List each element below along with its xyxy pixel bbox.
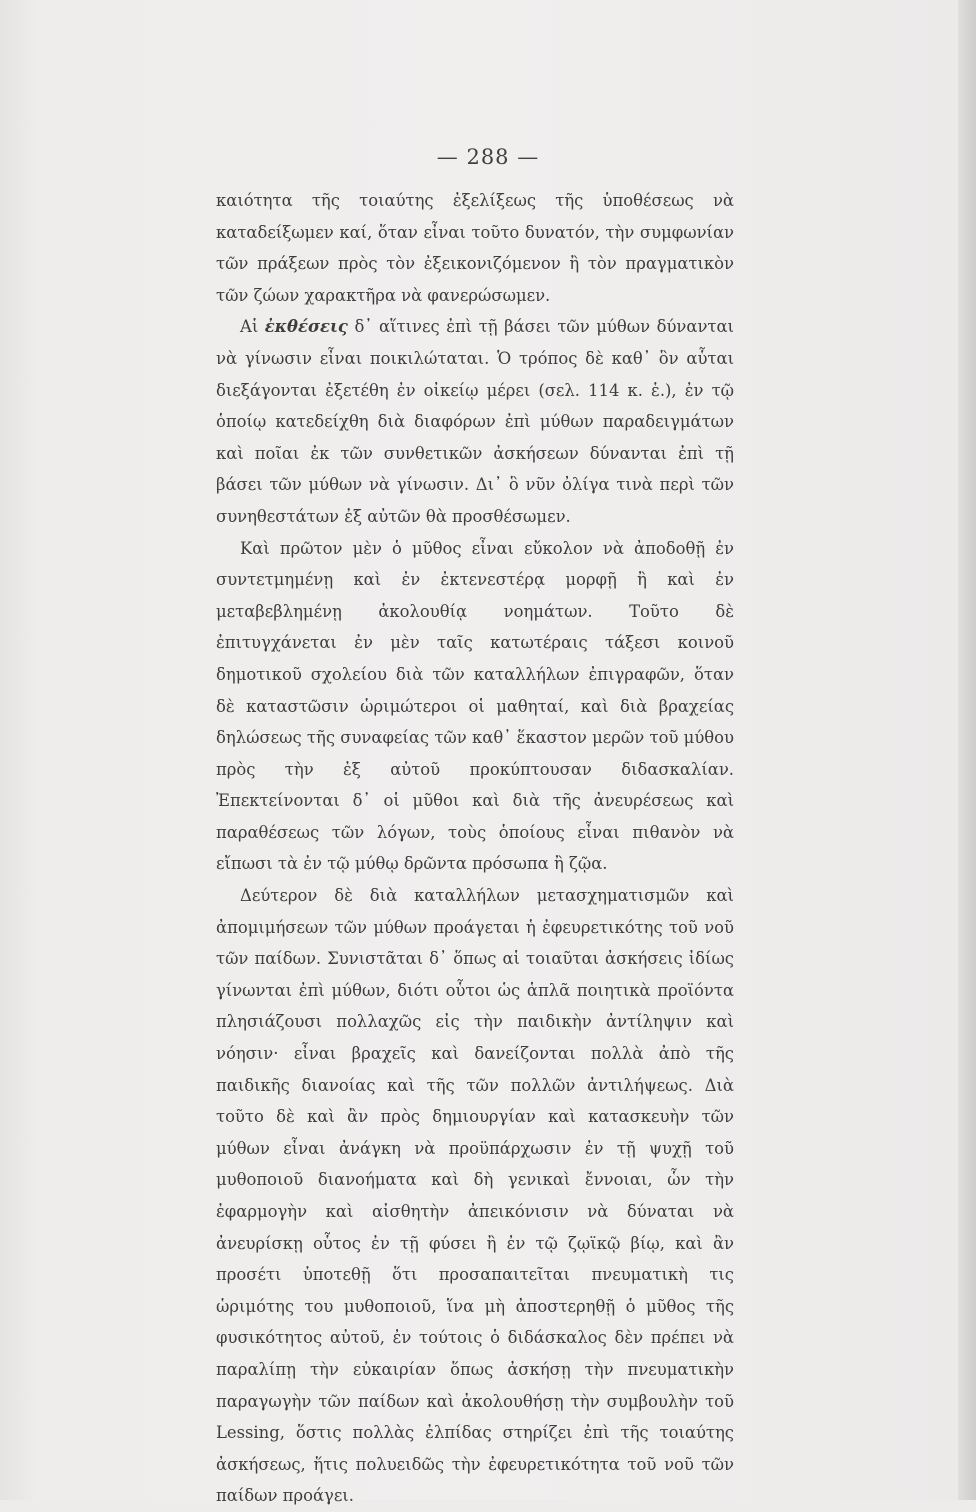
paragraph: [216, 185, 734, 311]
emphasized-term: ἐκθέσεις: [264, 317, 348, 337]
paragraph-text: δ᾽ αἵτινες ἐπὶ τῇ βάσει τῶν μύθων δύνανται νὰ γίνωσιν εἶναι ποικιλώταται. Ὁ τρόπος δὲ καθ᾽ ὃν αὗται διεξάγονται ἐξετέθη ἐν οἰκείῳ μέρει (σελ. 114 κ. ἑ.), ἐν τῷ ὁποίῳ κατεδείχθη διὰ διαφόρων ἐπὶ μύθων παραδειγμάτων καὶ ποῖαι ἐκ τῶν συνθετικῶν ἀσκήσεων δύνανται ἐπὶ τῇ βάσει τῶν μύθων νὰ γίνωσιν. Δι᾽ ὃ νῦν ὀλίγα τινὰ περὶ τῶν συνηθεστάτων ἐξ αὐτῶν θὰ προσθέσωμεν.: [216, 317, 734, 526]
page-binding-edge: [958, 0, 976, 1500]
paragraph-text: καιότητα τῆς τοιαύτης ἐξελίξεως τῆς ὑποθέσεως νὰ καταδείξωμεν καί, ὅταν εἶναι τοῦτο δυνατόν, τὴν συμφωνίαν τῶν πράξεων πρὸς τὸν ἐξεικονιζόμενον ἢ τὸν πραγματικὸν τῶν ζώων χαρακτῆρα νὰ φανερώσωμεν.: [216, 191, 734, 305]
body-text: [216, 185, 734, 1512]
paragraph: [216, 880, 734, 1512]
paragraph-text: Αἱ: [240, 317, 265, 337]
paragraph: [216, 311, 734, 532]
page-number: — 288 —: [436, 145, 540, 169]
paragraph-text: Καὶ πρῶτον μὲν ὁ μῦθος εἶναι εὔκολον νὰ ἀποδοθῇ ἐν συντετμημένῃ καὶ ἐν ἐκτενεστέρᾳ μορφῇ ἢ καὶ ἐν μεταβεβλημένῃ ἀκολουθίᾳ νοημάτων. Τοῦτο δὲ ἐπιτυγχάνεται ἐν μὲν ταῖς κατωτέραις τάξεσι κοινοῦ δημοτικοῦ σχολείου διὰ τῶν καταλλήλων ἐπιγραφῶν, ὅταν δὲ καταστῶσιν ὡριμώτεροι οἱ μαθηταί, καὶ διὰ βραχείας δηλώσεως τῆς συναφείας τῶν καθ᾽ ἕκαστον μερῶν τοῦ μύθου πρὸς τὴν ἐξ αὐτοῦ προκύπτουσαν διδασκαλίαν. Ἐπεκτείνονται δ᾽ οἱ μῦθοι καὶ διὰ τῆς ἀνευρέσεως καὶ παραθέσεως τῶν λόγων, τοὺς ὁποίους εἶναι πιθανὸν νὰ εἴπωσι τὰ ἐν τῷ μύθῳ δρῶντα πρόσωπα ἢ ζῷα.: [216, 538, 734, 874]
paragraph-text: Δεύτερον δὲ διὰ καταλλήλων μετασχηματισμῶν καὶ ἀπομιμήσεων τῶν μύθων προάγεται ἡ ἐφευρετικότης τοῦ νοῦ τῶν παίδων. Συνιστᾶται δ᾽ ὅπως αἱ τοιαῦται ἀσκήσεις ἰδίως γίνωνται ἐπὶ μύθων, διότι οὗτοι ὡς ἁπλᾶ ποιητικὰ προϊόντα πλησιάζουσι πολλαχῶς εἰς τὴν παιδικὴν ἀντίληψιν καὶ νόησιν· εἶναι βραχεῖς καὶ δανείζονται πολλὰ ἀπὸ τῆς παιδικῆς διανοίας καὶ τῆς τῶν πολλῶν ἀντιλήψεως. Διὰ τοῦτο δὲ καὶ ἂν πρὸς δημιουργίαν καὶ κατασκευὴν τῶν μύθων εἶναι ἀνάγκη νὰ προϋπάρχωσιν ἐν τῇ ψυχῇ τοῦ μυθοποιοῦ διανοήματα καὶ δὴ γενικαὶ ἔννοιαι, ὧν τὴν ἐφαρμογὴν καὶ αἰσθητὴν ἀπεικόνισιν νὰ δύναται νὰ ἀνευρίσκῃ οὗτος ἐν τῇ φύσει ἢ ἐν τῷ ζῳϊκῷ βίῳ, καὶ ἂν προσέτι ὑποτεθῇ ὅτι προσαπαιτεῖται πνευματικὴ τις ὡριμότης του μυθοποιοῦ, ἵνα μὴ ἀποστερηθῇ ὁ μῦθος τῆς φυσικότητος αὐτοῦ, ἐν τούτοις ὁ διδάσκαλος δὲν πρέπει νὰ παραλίπῃ τὴν εὐκαιρίαν ὅπως ἀσκήσῃ τὴν πνευματικὴν παραγωγὴν τῶν παίδων καὶ ἀκολουθήσῃ τὴν συμβουλὴν τοῦ Lessing, ὅστις πολλὰς ἐλπίδας στηρίζει ἐπὶ τῆς τοιαύτης ἀσκήσεως, ἥτις πολυειδῶς τὴν ἐφευρετικότητα τοῦ νοῦ τῶν παίδων προάγει.: [216, 886, 734, 1506]
paragraph: [216, 533, 734, 881]
